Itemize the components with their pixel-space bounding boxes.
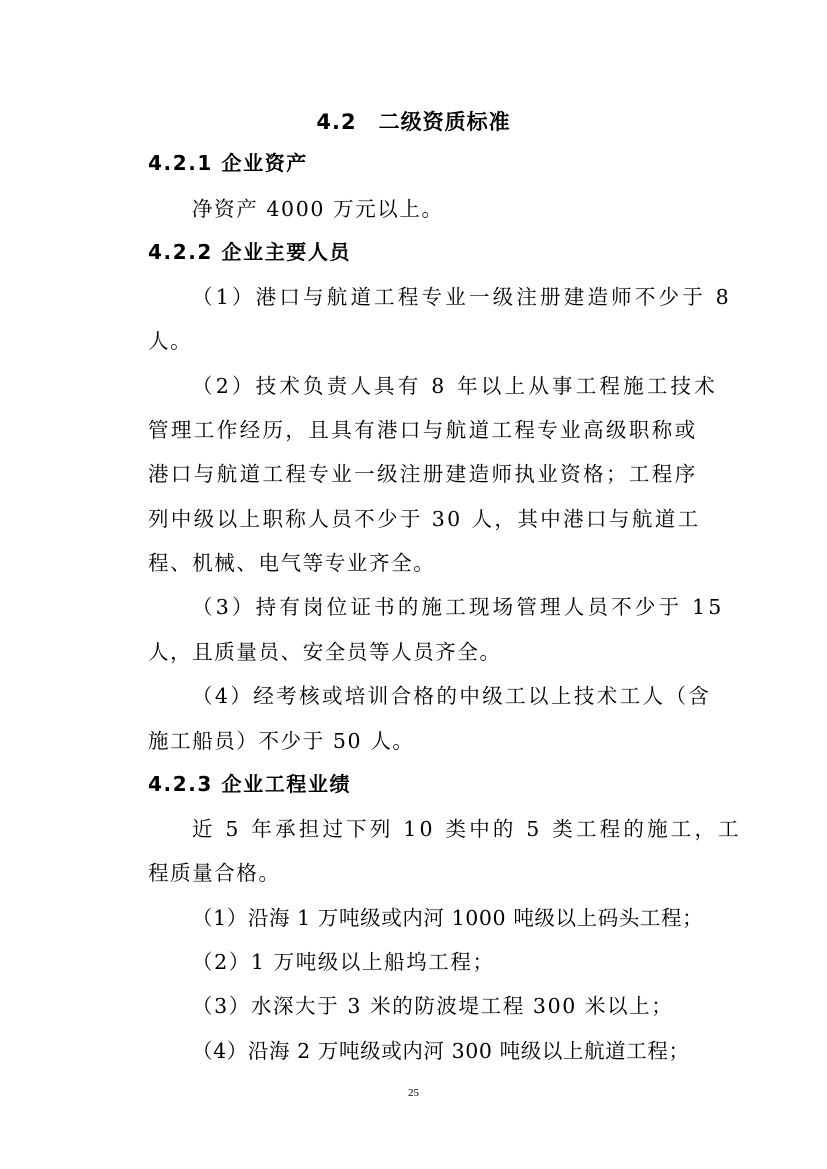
subsection-heading-4-2-2: 4.2.2 企业主要人员 — [148, 240, 352, 264]
paragraph-line: 程质量合格。 — [148, 861, 281, 885]
paragraph-line: 港口与航道工程专业一级注册建造师执业资格；工程序 — [148, 462, 698, 486]
paragraph-line: 人，且质量员、安全员等人员齐全。 — [148, 640, 502, 664]
paragraph-line: （4）经考核或培训合格的中级工以上技术工人（含 — [192, 684, 712, 708]
page-number: 25 — [408, 1087, 419, 1099]
paragraph-line: （3）水深大于 3 米的防波堤工程 300 米以上； — [192, 994, 674, 1018]
paragraph-line: 近 5 年承担过下列 10 类中的 5 类工程的施工，工 — [192, 817, 742, 841]
paragraph-line: 净资产 4000 万元以上。 — [192, 197, 444, 221]
paragraph-line: （4）沿海 2 万吨级或内河 300 吨级以上航道工程； — [192, 1039, 690, 1063]
paragraph-line: 施工船员）不少于 50 人。 — [148, 729, 415, 753]
paragraph-line: （1）沿海 1 万吨级或内河 1000 吨级以上码头工程； — [192, 906, 704, 930]
section-title: 4.2 二级资质标准 — [316, 110, 511, 134]
subsection-heading-4-2-1: 4.2.1 企业资产 — [148, 151, 308, 175]
paragraph-line: （1）港口与航道工程专业一级注册建造师不少于 8 — [192, 285, 732, 309]
paragraph-line: （2）技术负责人具有 8 年以上从事工程施工技术 — [192, 374, 718, 398]
paragraph-line: （2）1 万吨级以上船坞工程； — [192, 950, 495, 974]
paragraph-line: 管理工作经历，且具有港口与航道工程专业高级职称或 — [148, 418, 698, 442]
paragraph-line: （3）持有岗位证书的施工现场管理人员不少于 15 — [192, 595, 725, 619]
paragraph-line: 程、机械、电气等专业齐全。 — [148, 551, 436, 575]
subsection-heading-4-2-3: 4.2.3 企业工程业绩 — [148, 772, 352, 796]
paragraph-line: 人。 — [148, 329, 193, 353]
paragraph-line: 列中级以上职称人员不少于 30 人，其中港口与航道工 — [148, 507, 701, 531]
